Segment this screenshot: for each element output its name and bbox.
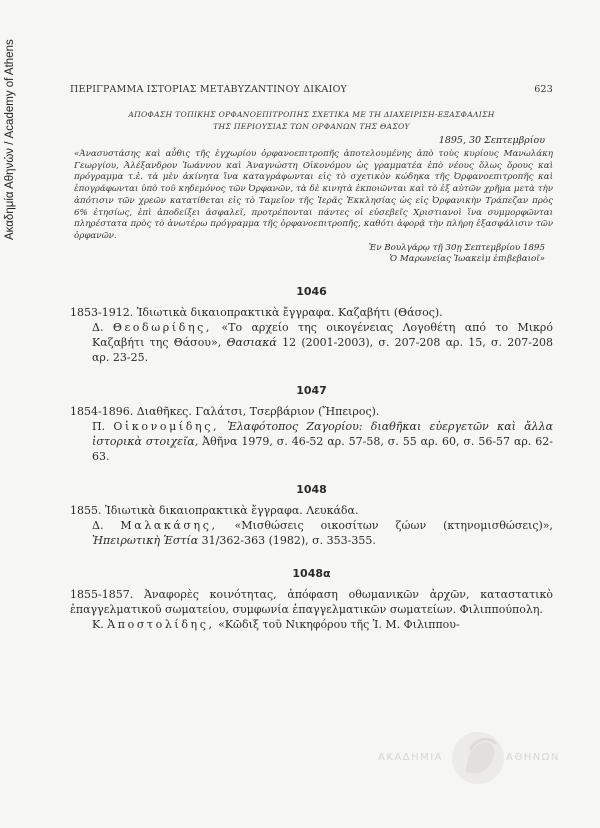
academy-watermark bbox=[378, 728, 578, 788]
running-head-title: ΠΕΡΙΓΡΑΜΜΑ ΙΣΤΟΡΙΑΣ ΜΕΤΑΒΥΖΑΝΤΙΝΟΥ ΔΙΚΑΙΟΥ bbox=[70, 84, 348, 95]
entry-1047 bbox=[70, 384, 553, 464]
entry-reference bbox=[70, 617, 553, 632]
entry-number: 1047 bbox=[296, 384, 327, 398]
reference-initial: Δ. bbox=[92, 519, 104, 533]
reference-title: «Μισθώσεις οικοσίτων ζώων (κτηνομισθώσεις)», bbox=[234, 519, 554, 533]
entry-reference bbox=[70, 320, 553, 365]
signature-line-1: Ἐν Βουλγάρῳ τῇ 30ῃ Σεπτεμβρίου 1895 bbox=[368, 242, 545, 253]
reference-initial: Π. bbox=[92, 420, 106, 434]
entry-description: 1855-1857. Ἀναφορὲς κοινότητας, ἀπόφαση οθωμανικῶν ἀρχῶν, καταστατικὸ ἐπαγγελματικοῦ σωματείου, συμφωνία ἐπαγγελματικῶν σωματείων. Φιλιππούπολη. bbox=[70, 588, 553, 617]
reference-author: Ἀποστολίδης, bbox=[107, 618, 215, 632]
entry-1046 bbox=[70, 285, 553, 365]
document-page bbox=[70, 84, 553, 632]
reference-initial: Κ. bbox=[92, 618, 104, 632]
signature-line-2: Ὁ Μαρωνείας Ἰωακεὶμ ἐπιβεβαιοῖ» bbox=[389, 254, 545, 265]
reference-details: 12 (2001-2003), σ. 207-208 αρ. 15, σ. 207-208 αρ. 23-25. bbox=[92, 336, 553, 365]
entry-1048 bbox=[70, 483, 553, 548]
reference-author: Οἰκονομίδης, bbox=[113, 420, 220, 434]
decision-block bbox=[70, 109, 553, 266]
archive-side-stamp: Ακαδημία Αθηνών / Academy of Athens bbox=[4, 39, 16, 240]
reference-details: Ἀθῆνα 1979, σ. 46-52 αρ. 57-58, σ. 55 αρ. 60, σ. 56-57 αρ. 62-63. bbox=[92, 435, 553, 464]
reference-author: Μαλακάσης, bbox=[120, 519, 218, 533]
running-head bbox=[70, 84, 553, 95]
watermark-right-text: ΑΘΗΝΩΝ bbox=[506, 752, 560, 763]
entry-number: 1048 bbox=[296, 483, 327, 497]
reference-title: «Το αρχείο της οικογένειας Λογοθέτη από το Μικρό Καζαβήτι της Θάσου», bbox=[92, 321, 553, 350]
entry-number: 1046 bbox=[296, 285, 327, 299]
decision-title-line-2: ΤΗΣ ΠΕΡΙΟΥΣΙΑΣ ΤΩΝ ΟΡΦΑΝΩΝ ΤΗΣ ΘΑΣΟΥ bbox=[213, 122, 410, 131]
reference-journal: Ἐλαφότοπος Ζαγορίου: διαθῆκαι εὐεργετῶν καὶ ἄλλα ἱστορικὰ στοιχεῖα, bbox=[92, 420, 554, 449]
decision-title-line-1: ΑΠΟΦΑΣΗ ΤΟΠΙΚΗΣ ΟΡΦΑΝΟΕΠΙΤΡΟΠΗΣ ΣΧΕΤΙΚΑ ΜΕ ΤΗ ΔΙΑΧΕΙΡΙΣΗ-ΕΞΑΣΦΑΛΙΣΗ bbox=[128, 110, 495, 119]
decision-date: 1895, 30 Σεπτεμβρίου bbox=[438, 135, 545, 146]
entry-1048a bbox=[70, 567, 553, 632]
page-number: 623 bbox=[534, 84, 553, 95]
entry-number: 1048α bbox=[292, 567, 331, 581]
watermark-left-text: ΑΚΑΔΗΜΙΑ bbox=[378, 752, 444, 763]
entry-description: 1855. Ἰδιωτικὰ δικαιοπρακτικὰ ἔγγραφα. Λευκάδα. bbox=[70, 504, 359, 518]
reference-journal: Ἠπειρωτικὴ Ἑστία bbox=[92, 534, 199, 548]
entry-reference bbox=[70, 518, 553, 548]
athena-head-watermark-icon bbox=[448, 728, 508, 788]
entry-description: 1854-1896. Διαθῆκες. Γαλάτσι, Τσερβάριον (Ἤπειρος). bbox=[70, 405, 380, 419]
entry-description: 1853-1912. Ἰδιωτικὰ δικαιοπρακτικὰ ἔγγραφα. Καζαβήτι (Θάσος). bbox=[70, 306, 443, 320]
reference-author: Θεοδωρίδης, bbox=[112, 321, 213, 335]
reference-details: 31/362-363 (1982), σ. 353-355. bbox=[201, 534, 376, 548]
reference-title: «Κῶδιξ τοῦ Νικηφόρου τῆς Ἱ. Μ. Φιλιππου- bbox=[218, 618, 460, 632]
entry-reference bbox=[70, 419, 553, 464]
reference-journal: Θασιακά bbox=[226, 336, 277, 350]
decision-quote: «Άνασυστάσης καὶ αὖθις τῆς ἐγχωρίου ὀρφανοεπιτροπῆς ἀποτελουμένης ἀπὸ τοὺς κυρίους Μανωλάκη Γεωργίου, Ἀλέξανδρον Ἰωάννου καὶ Ἀναγνώστη Οἰκονόμου ὡς γραμματέα ἐπὸ νέους ὅλως ὅρους καὶ πρόγραμμα τ.ἐ. τὰ μὲν ἀκίνητα ἵνα καταγράφωνται εἰς τὸ σχετικὸν κώδηκα τῆς Ὀρφανοεπιτροπῆς καὶ ἐπογράφωνται ὑπὸ τοῦ κηδεμόνος τῶν Ὀρφανῶν, τὰ δὲ κινητὰ ἐκποιῶνται καὶ τὸ ἐξ αὐτῶν χρῆμα μετὰ τὴν ἀπότισιν τῶν χρεῶν κατατίθεται εἰς τὸ Ταμεῖον τῆς Ἱερᾶς Ἐκκλησίας ὡς εἰς Ὀρφανικὴν Τράπεζαν πρὸς 6% ἐτησίως, ἐπὶ ἀποδείξει ἀσφαλεῖ, προτρέπονται πάντες οἱ εὐσεβεῖς Χριστιανοὶ ἵνα συμμορφῶνται πληρέστατα πρὸς τὸ ἀνωτέρω πρόγραμμα τῆς ὀρφανοεπιτροπῆς, καθότι ἀφορᾷ τὴν πλήρη ἐξασφάλισιν τῶν ὀρφανῶν. bbox=[74, 149, 553, 241]
reference-initial: Δ. bbox=[92, 321, 104, 335]
